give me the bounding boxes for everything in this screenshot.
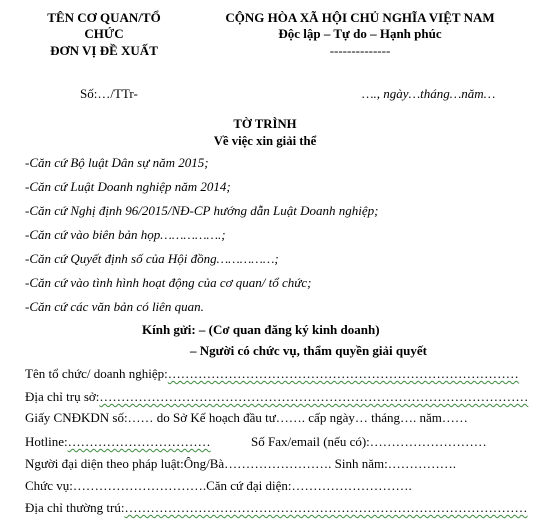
field-residence-label: Địa chỉ thường trú: <box>25 500 125 515</box>
motto: Độc lập – Tự do – Hạnh phúc <box>278 26 442 42</box>
basis-civil-code: -Căn cứ Bộ luật Dân sự năm 2015; <box>25 155 209 170</box>
basis-related-docs: -Căn cứ các văn bản có liên quan. <box>25 299 204 314</box>
field-org-name <box>25 366 519 382</box>
field-residence-blank: ………………………………………………………………………………… <box>124 500 528 515</box>
field-fax: Số Fax/email (nếu có):……………………… <box>251 434 487 449</box>
field-org-name-blank: ……………………………………………………………………… <box>167 366 519 381</box>
basis-operation-status: -Căn cứ vào tình hình hoạt động của cơ quan/ tổ chức; <box>25 275 312 290</box>
field-address-label: Địa chỉ trụ sở: <box>25 389 100 404</box>
field-org-name-label: Tên tổ chức/ doanh nghiệp: <box>25 366 168 381</box>
org-name-line2: CHỨC <box>84 26 124 42</box>
field-license: Giấy CNĐKDN số:…… do Sở Kế hoạch đầu tư……. cấp ngày… tháng…. năm…… <box>25 410 468 425</box>
field-position: Chức vụ:………………………….Căn cứ đại diện:………………………. <box>25 478 412 493</box>
recipient-agency: Kính gửi: – (Cơ quan đăng ký kinh doanh) <box>142 322 380 337</box>
field-hotline-label: Hotline: <box>25 434 68 449</box>
field-residence <box>25 500 528 516</box>
recipient-authority: – Người có chức vụ, thẩm quyền giải quyết <box>190 343 427 358</box>
field-hotline <box>25 434 211 450</box>
basis-enterprise-law: -Căn cứ Luật Doanh nghiệp năm 2014; <box>25 179 231 194</box>
org-name-line1: TÊN CƠ QUAN/TỔ <box>47 10 161 25</box>
basis-meeting-minutes: -Căn cứ vào biên bản họp…………….; <box>25 227 226 242</box>
doc-title: TỜ TRÌNH <box>233 116 297 131</box>
org-unit-line: ĐƠN VỊ ĐỀ XUẤT <box>50 42 158 58</box>
field-representative: Người đại diện theo pháp luật:Ông/Bà……………………. Sinh năm:……………. <box>25 456 456 471</box>
date-line: …., ngày…tháng…năm… <box>362 86 496 101</box>
org-header <box>14 10 194 59</box>
national-header <box>190 10 530 59</box>
basis-council-decision: -Căn cứ Quyết định số của Hội đồng……………; <box>25 251 279 266</box>
basis-decree: -Căn cứ Nghị định 96/2015/NĐ-CP hướng dẫn Luật Doanh nghiệp; <box>25 203 379 218</box>
field-hotline-blank: …………………………… <box>67 434 211 449</box>
doc-subtitle: Về việc xin giải thể <box>213 133 317 148</box>
doc-number: Số:…/TTr- <box>80 86 138 101</box>
field-address-blank: ……………………………………………………………………………………… <box>99 389 529 404</box>
country-name: CỘNG HÒA XÃ HỘI CHỦ NGHĨA VIỆT NAM <box>225 10 495 25</box>
motto-divider: -------------- <box>329 42 391 58</box>
field-address <box>25 389 528 405</box>
